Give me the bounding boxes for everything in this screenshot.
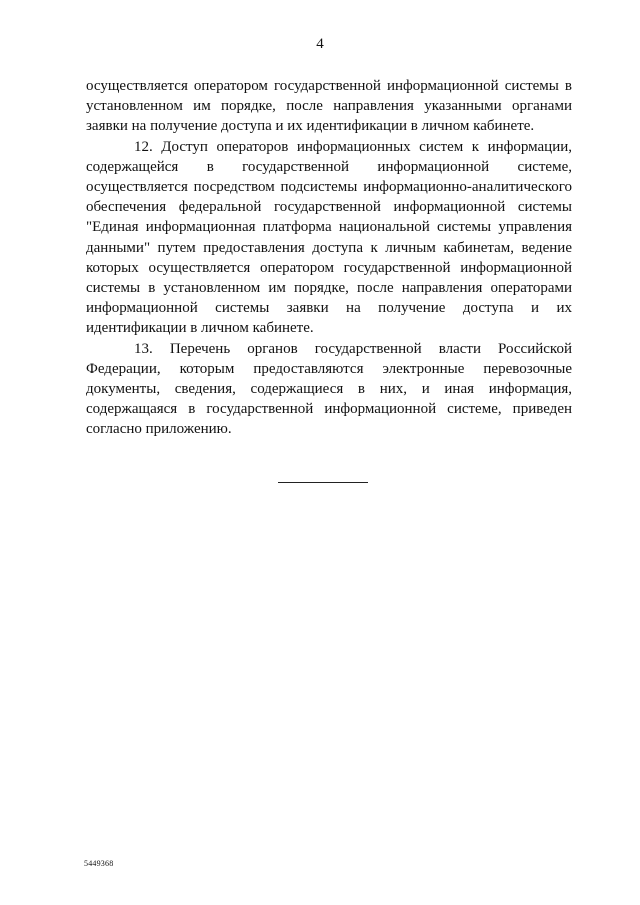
- paragraph-12: 12. Доступ операторов информационных систем к информации, содержащейся в государственной информационной системе, осуществляется посредством подсистемы информационно-аналитического обеспечения федеральной государственной информационной системы "Единая информационная платформа национальной системы управления данными" путем предоставления доступа к личным кабинетам, ведение которых осуществляется оператором государственной информационной системы в установленном им порядке, после направления операторами информационной системы заявки на получение доступа и их идентификации в личном кабинете.: [86, 138, 572, 337]
- body-text: [86, 76, 572, 440]
- document-code: 5449368: [84, 859, 114, 868]
- paragraph-13: 13. Перечень органов государственной власти Российской Федерации, которым предоставляются электронные перевозочные документы, сведения, содержащиеся в них, и иная информация, содержащаяся в государственной информационной системе, приведен согласно приложению.: [86, 340, 572, 438]
- end-rule: [278, 482, 368, 483]
- paragraph-continuation: осуществляется оператором государственной информационной системы в установленном им порядке, после направления указанными органами заявки на получение доступа и их идентификации в личном кабинете.: [86, 78, 572, 135]
- page-number: 4: [316, 36, 324, 52]
